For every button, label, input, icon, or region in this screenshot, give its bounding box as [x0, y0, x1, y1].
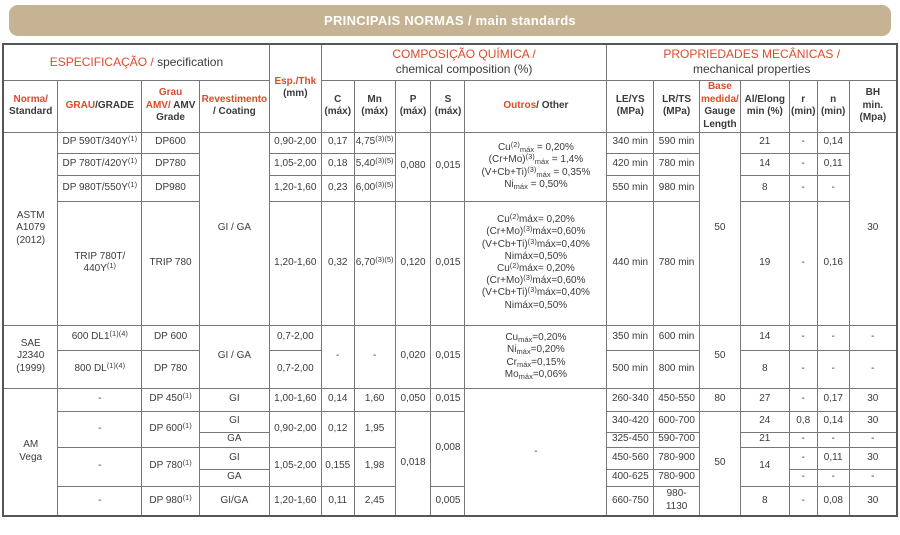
amv-grade-cell: DP600 [142, 132, 200, 153]
amv-grade-column-header: Grau AMV/ AMV Grade [142, 80, 200, 132]
specification-label-pt: ESPECIFICAÇÃO / [49, 54, 154, 69]
r-min-cell: - [789, 153, 817, 175]
coating-cell: GI / GA [199, 132, 269, 325]
bh-cell: - [849, 325, 897, 350]
coating-cell: GI / GA [199, 325, 269, 388]
lr-ts-cell: 980 min [654, 175, 700, 201]
n-min-cell: - [817, 350, 849, 388]
n-min-cell: 0,16 [817, 201, 849, 325]
grade-cell: - [58, 388, 142, 411]
standards-table [2, 43, 898, 517]
grade-cell: TRIP 780T/ $440Y^{(1)}$ [58, 201, 142, 325]
s-max-cell: 0,015 [431, 388, 465, 411]
outros-cell: $Cu_{máx}=0,20\%$ $Ni_{máx}=0,20\%$ $Cr_{máx}=0,15\%$ $Mo_{máx}=0,06\%$ [465, 325, 607, 388]
outros-cell: - [465, 388, 607, 516]
outros-cell: $Cu^{(2)}máx= 0,20\%$ $(Cr+Mo)^{(3)}máx=0,60\%$ $(V+Cb+Ti)^{(3)}máx=0,40\%$ Nimáx=0,50% $Cu^{(2)}máx= 0,20\%$ $(Cr+Mo)^{(3)}máx=0,60\%$ $(V+Cb+Ti)^{(3)}máx=0,40\%$ Nimáx=0,50% [465, 201, 607, 325]
r-min-cell: - [789, 175, 817, 201]
elong-cell: 8 [740, 175, 789, 201]
p-max-cell: 0,120 [395, 201, 431, 325]
le-ys-cell: 660-750 [607, 486, 654, 516]
coating-cell: GI [199, 447, 269, 469]
mn-max-cell: 1,95 [354, 411, 395, 447]
coating-cell: GI/GA [199, 486, 269, 516]
amv-grade-cell: DP 780$^{(1)}$ [142, 447, 200, 486]
mn-max-column-header: Mn (máx) [354, 80, 395, 132]
thickness-cell: 0,7-2,00 [269, 350, 321, 388]
c-max-cell: - [321, 325, 354, 388]
elong-cell: 14 [740, 153, 789, 175]
c-max-cell: 0,12 [321, 411, 354, 447]
mn-max-cell: $6,00^{(3)(5)}$ [354, 175, 395, 201]
r-min-cell: - [789, 325, 817, 350]
s-max-cell: 0,015 [431, 325, 465, 388]
p-max-column-header: P (máx) [395, 80, 431, 132]
n-min-cell: - [817, 325, 849, 350]
main-standards-banner [9, 5, 891, 36]
grade-cell: - [58, 486, 142, 516]
grade-cell: 800 $DL^{(1)(4)}$ [58, 350, 142, 388]
chemical-label-pt: COMPOSIÇÃO QUÍMICA / [392, 47, 536, 62]
n-min-cell: 0,11 [817, 447, 849, 469]
r-min-cell: - [789, 432, 817, 447]
c-max-cell: 0,18 [321, 153, 354, 175]
thickness-cell: 0,90-2,00 [269, 411, 321, 447]
s-max-cell: 0,005 [431, 486, 465, 516]
thickness-header [269, 44, 321, 132]
thickness-cell: 1,20-1,60 [269, 201, 321, 325]
mn-max-cell: $4,75^{(3)(5)}$ [354, 132, 395, 153]
thickness-cell: 1,00-1,60 [269, 388, 321, 411]
amv-grade-cell: DP 980$^{(1)}$ [142, 486, 200, 516]
n-min-cell: 0,14 [817, 132, 849, 153]
bh-cell: - [849, 350, 897, 388]
r-min-cell: - [789, 388, 817, 411]
thickness-cell: 1,05-2,00 [269, 447, 321, 486]
mechanical-label-en: mechanical properties [692, 62, 811, 77]
n-min-cell: 0,14 [817, 411, 849, 432]
standard-column-header: Norma/ Standard [3, 80, 58, 132]
mn-max-cell: - [354, 325, 395, 388]
thickness-cell: 0,90-2,00 [269, 132, 321, 153]
grade-column-header: GRAU/GRADE [58, 80, 142, 132]
gauge-length-cell: 50 [700, 411, 741, 516]
coating-cell: GA [199, 432, 269, 447]
lr-ts-cell: 450-550 [654, 388, 700, 411]
elong-cell: 21 [740, 432, 789, 447]
c-max-cell: 0,14 [321, 388, 354, 411]
gauge-length-cell: 80 [700, 388, 741, 411]
c-max-column-header: C (máx) [321, 80, 354, 132]
grade-cell: DP $590T/340Y^{(1)}$ [58, 132, 142, 153]
grade-cell: DP $780T/420Y^{(1)}$ [58, 153, 142, 175]
bh-cell: 30 [849, 388, 897, 411]
elong-cell: 24 [740, 411, 789, 432]
r-min-cell: 0,8 [789, 411, 817, 432]
lr-ts-cell: 780-900 [654, 447, 700, 469]
coating-cell: GI [199, 411, 269, 432]
column-header-row [3, 80, 897, 132]
s-max-cell: 0,008 [431, 411, 465, 486]
bh-cell: 30 [849, 411, 897, 432]
n-min-column-header: n (min) [817, 80, 849, 132]
c-max-cell: 0,23 [321, 175, 354, 201]
amv-grade-cell: TRIP 780 [142, 201, 200, 325]
r-min-cell: - [789, 447, 817, 469]
table-row [3, 486, 897, 516]
p-max-cell: 0,050 [395, 388, 431, 411]
thickness-cell: 1,20-1,60 [269, 486, 321, 516]
mn-max-cell: $6,70^{(3)(5)}$ [354, 201, 395, 325]
mn-max-cell: 2,45 [354, 486, 395, 516]
table-row [3, 132, 897, 153]
grade-cell: - [58, 447, 142, 486]
lr-ts-cell: 800 min [654, 350, 700, 388]
n-min-cell: - [817, 469, 849, 486]
thickness-label-pt: Esp./Thk [274, 75, 317, 87]
le-ys-cell: 325-450 [607, 432, 654, 447]
p-max-cell: 0,080 [395, 132, 431, 201]
r-min-cell: - [789, 132, 817, 153]
amv-grade-cell: DP980 [142, 175, 200, 201]
lr-ts-cell: 780-900 [654, 469, 700, 486]
mn-max-cell: 1,60 [354, 388, 395, 411]
elong-cell: 8 [740, 350, 789, 388]
grade-cell: DP $980T/550Y^{(1)}$ [58, 175, 142, 201]
other-column-header: Outros/ Other [465, 80, 607, 132]
chemical-group-header [321, 44, 607, 80]
lr-ts-cell: 980- 1130 [654, 486, 700, 516]
r-min-column-header: r (min) [789, 80, 817, 132]
specification-group-header [3, 44, 269, 80]
gauge-length-column-header: Base medida/ Gauge Length [700, 80, 741, 132]
r-min-cell: - [789, 469, 817, 486]
n-min-cell: 0,17 [817, 388, 849, 411]
specification-label-en: specification [153, 54, 224, 69]
amv-grade-cell: DP 450$^{(1)}$ [142, 388, 200, 411]
n-min-cell: 0,11 [817, 153, 849, 175]
bh-cell: 30 [849, 447, 897, 469]
norma-cell: SAE J2340 (1999) [3, 325, 58, 388]
thickness-cell: 1,05-2,00 [269, 153, 321, 175]
le-ys-cell: 340 min [607, 132, 654, 153]
n-min-cell: - [817, 175, 849, 201]
coating-column-header: Revestimento / Coating [199, 80, 269, 132]
r-min-cell: - [789, 350, 817, 388]
table-row [3, 388, 897, 411]
mechanical-group-header [607, 44, 897, 80]
elongation-column-header: Al/Elong min (%) [740, 80, 789, 132]
table-row [3, 325, 897, 350]
lr-ts-cell: 600 min [654, 325, 700, 350]
elong-cell: 19 [740, 201, 789, 325]
s-max-cell: 0,015 [431, 201, 465, 325]
gauge-length-cell: 50 [700, 132, 741, 325]
s-max-cell: 0,015 [431, 132, 465, 201]
bh-min-column-header: BH min. (Mpa) [849, 80, 897, 132]
lr-ts-cell: 780 min [654, 201, 700, 325]
banner-title: PRINCIPAIS NORMAS / main standards [324, 13, 576, 28]
le-ys-cell: 550 min [607, 175, 654, 201]
thickness-cell: 0,7-2,00 [269, 325, 321, 350]
bh-cell: - [849, 432, 897, 447]
elong-cell: 14 [740, 325, 789, 350]
le-ys-cell: 420 min [607, 153, 654, 175]
lr-ts-column-header: LR/TS (MPa) [654, 80, 700, 132]
coating-cell: GI [199, 388, 269, 411]
c-max-cell: 0,17 [321, 132, 354, 153]
le-ys-cell: 450-560 [607, 447, 654, 469]
bh-cell: 30 [849, 132, 897, 325]
n-min-cell: 0,08 [817, 486, 849, 516]
le-ys-cell: 260-340 [607, 388, 654, 411]
le-ys-cell: 500 min [607, 350, 654, 388]
elong-cell: 8 [740, 486, 789, 516]
gauge-length-cell: 50 [700, 325, 741, 388]
le-ys-cell: 350 min [607, 325, 654, 350]
thickness-label-en: (mm) [283, 88, 308, 100]
elong-cell: 14 [740, 447, 789, 486]
r-min-cell: - [789, 486, 817, 516]
coating-cell: GA [199, 469, 269, 486]
lr-ts-cell: 780 min [654, 153, 700, 175]
grade-cell: 600 $DL1^{(1)(4)}$ [58, 325, 142, 350]
s-max-column-header: S (máx) [431, 80, 465, 132]
le-ys-cell: 400-625 [607, 469, 654, 486]
le-ys-cell: 440 min [607, 201, 654, 325]
mechanical-label-pt: PROPRIEDADES MECÂNICAS / [663, 47, 841, 62]
grade-cell: - [58, 411, 142, 447]
c-max-cell: 0,155 [321, 447, 354, 486]
n-min-cell: - [817, 432, 849, 447]
c-max-cell: 0,11 [321, 486, 354, 516]
group-header-row [3, 44, 897, 80]
amv-grade-cell: DP 780 [142, 350, 200, 388]
bh-cell: 30 [849, 486, 897, 516]
p-max-cell: 0,018 [395, 411, 431, 516]
table-row [3, 411, 897, 432]
bh-cell: - [849, 469, 897, 486]
lr-ts-cell: 590 min [654, 132, 700, 153]
le-ys-cell: 340-420 [607, 411, 654, 432]
amv-grade-cell: DP 600$^{(1)}$ [142, 411, 200, 447]
amv-grade-cell: DP780 [142, 153, 200, 175]
chemical-label-en: chemical composition (%) [395, 62, 533, 77]
le-ys-column-header: LE/YS (MPa) [607, 80, 654, 132]
mn-max-cell: 1,98 [354, 447, 395, 486]
mn-max-cell: $5,40^{(3)(5)}$ [354, 153, 395, 175]
r-min-cell: - [789, 201, 817, 325]
thickness-cell: 1,20-1,60 [269, 175, 321, 201]
elong-cell: 21 [740, 132, 789, 153]
outros-cell: $Cu^{(2)}_{máx} = 0,20\%$ $(Cr+Mo)^{(3)}_{máx} = 1,4\%$ $(V+Cb+Ti)^{(3)}_{máx} = 0,35\%$ $Ni_{máx} = 0,50\%$ [465, 132, 607, 201]
amv-grade-cell: DP 600 [142, 325, 200, 350]
elong-cell: 27 [740, 388, 789, 411]
norma-cell: ASTM A1079 (2012) [3, 132, 58, 325]
c-max-cell: 0,32 [321, 201, 354, 325]
lr-ts-cell: 600-700 [654, 411, 700, 432]
lr-ts-cell: 590-700 [654, 432, 700, 447]
p-max-cell: 0,020 [395, 325, 431, 388]
table-row [3, 201, 897, 325]
norma-cell: AM Vega [3, 388, 58, 516]
